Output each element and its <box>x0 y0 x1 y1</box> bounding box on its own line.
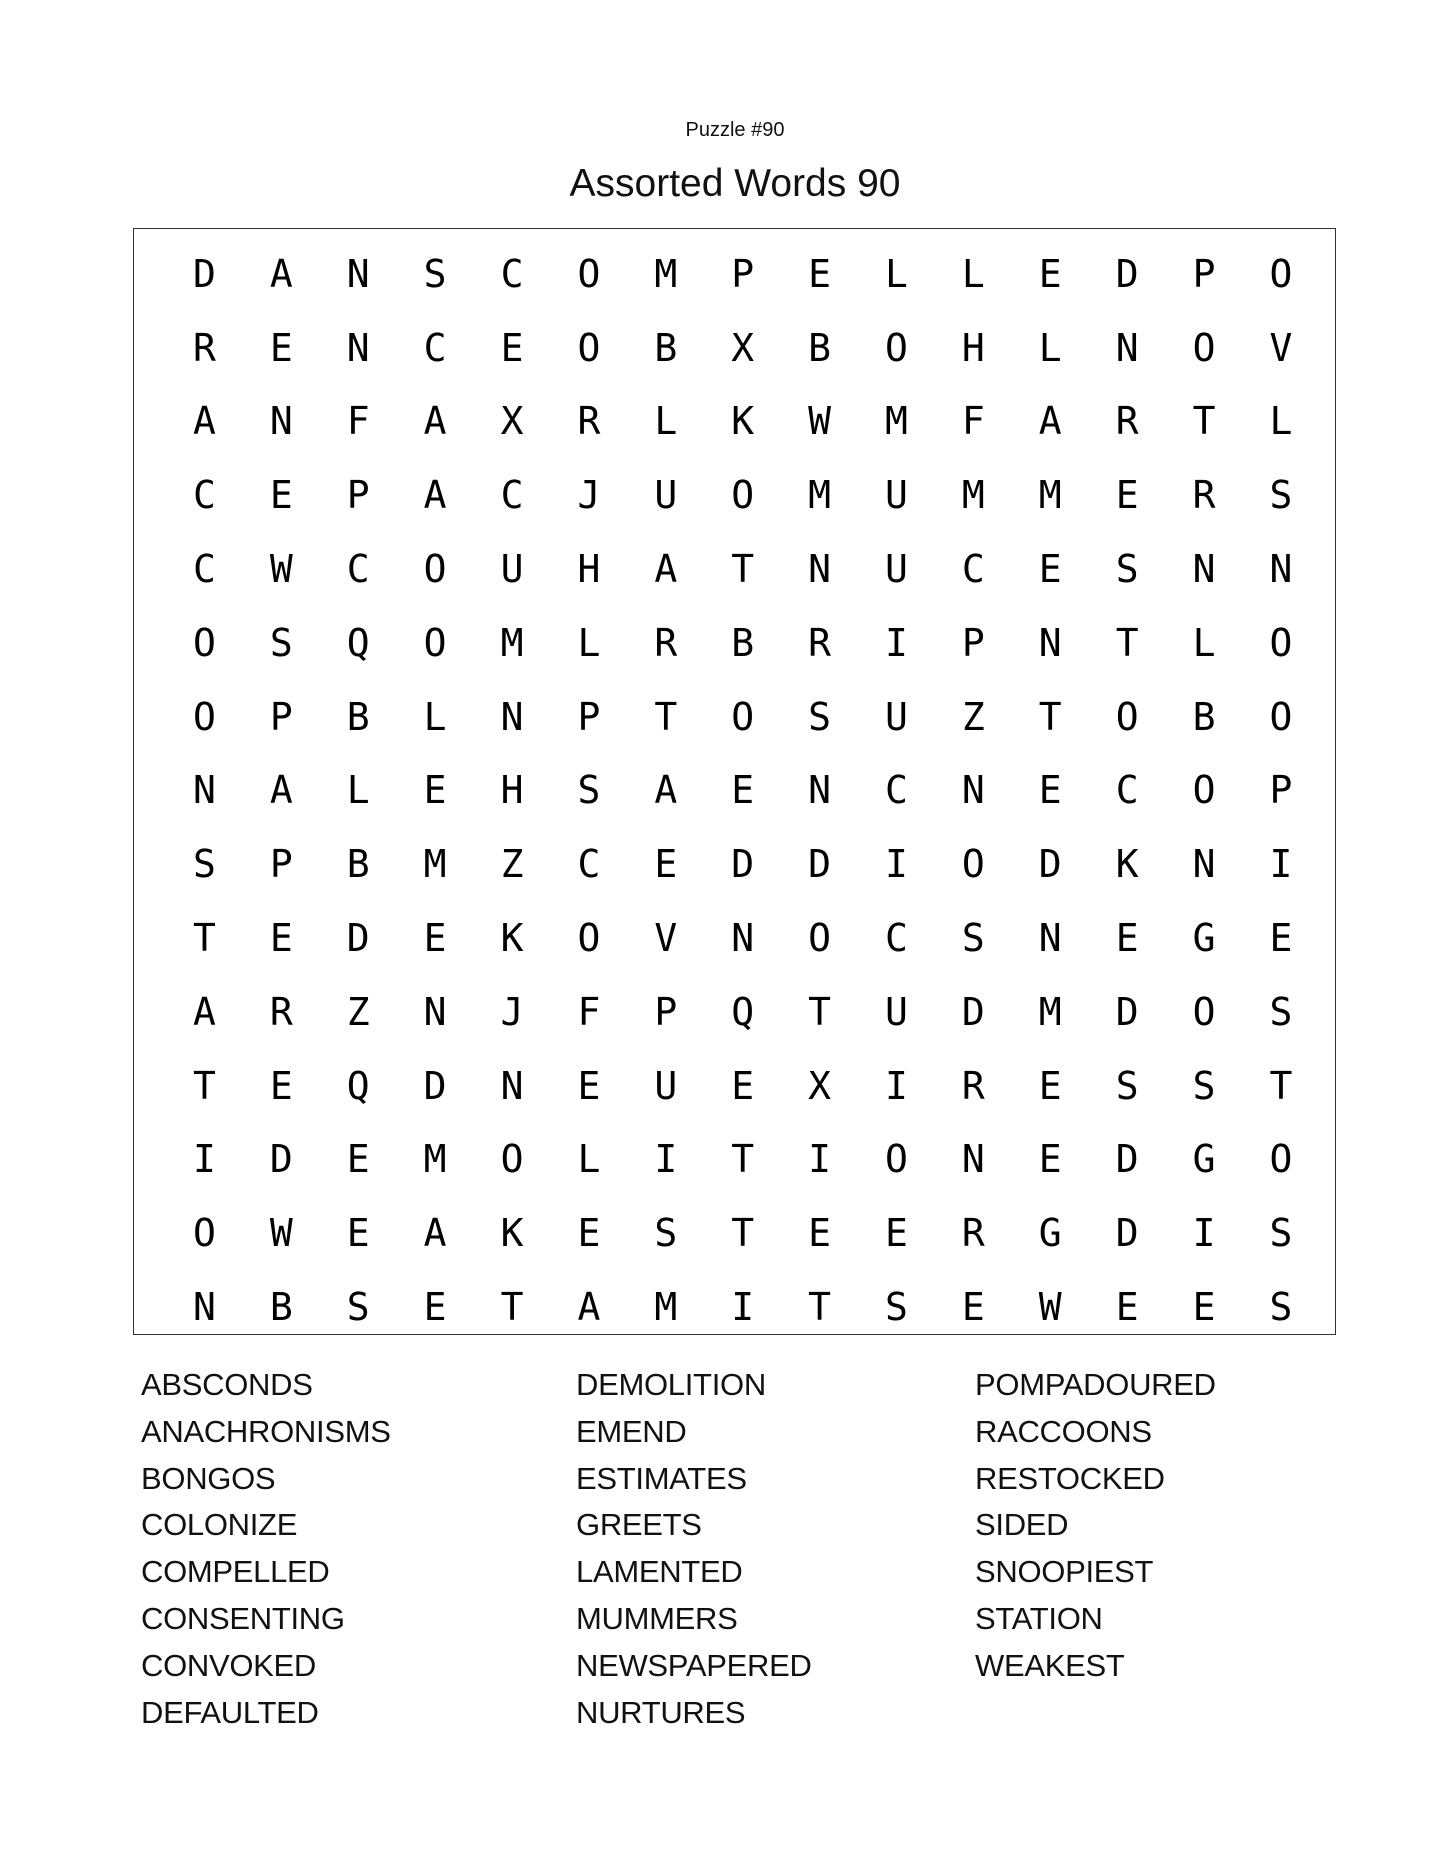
grid-cell[interactable]: L <box>1269 399 1293 444</box>
grid-cell[interactable]: E <box>577 1063 601 1108</box>
word-list-item: STATION <box>975 1600 1103 1636</box>
grid-cell[interactable]: W <box>808 399 832 444</box>
grid-cell[interactable]: E <box>1269 916 1293 961</box>
grid-cell[interactable]: Z <box>346 989 370 1034</box>
grid-cell[interactable]: A <box>654 547 678 592</box>
grid-cell[interactable]: U <box>885 473 908 518</box>
word-list-item: EMEND <box>576 1413 687 1449</box>
grid-cell[interactable]: D <box>346 916 370 961</box>
grid-cell[interactable]: B <box>654 325 678 370</box>
grid-cell[interactable]: Q <box>346 620 370 665</box>
grid-cell[interactable]: M <box>423 842 447 887</box>
grid-cell[interactable]: E <box>577 1211 601 1256</box>
grid-cell[interactable]: A <box>269 251 293 296</box>
grid-cell[interactable]: O <box>577 916 601 961</box>
grid-cell[interactable]: A <box>654 768 678 813</box>
grid-cell[interactable]: N <box>269 399 293 444</box>
grid-cell[interactable]: D <box>1115 1137 1139 1182</box>
grid-cell[interactable]: S <box>1115 1063 1139 1108</box>
grid-cell[interactable]: L <box>961 251 985 296</box>
grid-cell[interactable]: T <box>193 1063 216 1108</box>
grid-cell[interactable]: N <box>1269 547 1293 592</box>
grid-cell[interactable]: A <box>1038 399 1062 444</box>
grid-cell[interactable]: D <box>808 842 832 887</box>
grid-cell[interactable]: O <box>1269 694 1293 739</box>
grid-cell[interactable]: D <box>1115 251 1139 296</box>
grid-cell[interactable]: C <box>193 473 216 518</box>
grid-cell[interactable]: W <box>269 1211 293 1256</box>
grid-cell[interactable]: R <box>577 399 601 444</box>
grid-cell[interactable]: I <box>193 1137 216 1182</box>
grid-cell[interactable]: N <box>1192 547 1216 592</box>
grid-cell[interactable]: G <box>1192 916 1216 961</box>
puzzle-title: Assorted Words 90 <box>569 162 901 205</box>
grid-cell[interactable]: I <box>654 1137 678 1182</box>
grid-cell[interactable]: Z <box>961 694 985 739</box>
grid-cell[interactable]: L <box>654 399 678 444</box>
grid-cell[interactable]: E <box>1038 251 1062 296</box>
grid-cell[interactable]: I <box>808 1137 832 1182</box>
grid-cell[interactable]: N <box>423 989 447 1034</box>
grid-cell[interactable]: N <box>500 1063 524 1108</box>
grid-cell[interactable]: O <box>885 325 908 370</box>
grid-cell[interactable]: U <box>885 547 908 592</box>
word-list-item: DEMOLITION <box>576 1367 766 1402</box>
grid-cell[interactable]: T <box>731 547 755 592</box>
grid-cell[interactable]: E <box>1038 1063 1062 1108</box>
grid-cell[interactable]: T <box>1192 399 1216 444</box>
grid-cell[interactable]: F <box>577 989 601 1034</box>
grid-cell[interactable]: C <box>193 547 216 592</box>
grid-cell[interactable]: C <box>1115 768 1139 813</box>
grid-cell[interactable]: Z <box>500 842 524 887</box>
grid-cell[interactable]: N <box>808 547 832 592</box>
grid-cell[interactable]: R <box>961 1063 985 1108</box>
word-list-item: NURTURES <box>576 1694 746 1730</box>
grid-cell[interactable]: N <box>808 768 832 813</box>
grid-cell[interactable]: B <box>269 1285 293 1330</box>
grid-cell[interactable]: A <box>193 399 216 444</box>
grid-cell[interactable]: N <box>731 916 755 961</box>
word-list-item: COLONIZE <box>141 1507 298 1543</box>
grid-cell[interactable]: H <box>961 325 985 370</box>
grid-cell[interactable]: O <box>1269 251 1293 296</box>
grid-cell[interactable]: P <box>1269 768 1293 813</box>
grid-cell[interactable]: M <box>1038 473 1062 518</box>
grid-cell[interactable]: E <box>346 1137 370 1182</box>
grid-cell[interactable]: V <box>654 916 678 961</box>
grid-cell[interactable]: Q <box>346 1063 370 1108</box>
grid-cell[interactable]: N <box>1038 916 1062 961</box>
grid-cell[interactable]: O <box>423 547 447 592</box>
grid-cell[interactable]: P <box>961 620 985 665</box>
grid-cell[interactable]: E <box>423 916 447 961</box>
grid-cell[interactable]: P <box>731 251 755 296</box>
word-list-item: LAMENTED <box>576 1554 743 1590</box>
grid-cell[interactable]: I <box>1192 1211 1216 1256</box>
grid-cell[interactable]: L <box>885 251 908 296</box>
grid-cell[interactable]: N <box>1038 620 1062 665</box>
grid-cell[interactable]: B <box>731 620 755 665</box>
grid-cell[interactable]: C <box>500 251 524 296</box>
grid-cell[interactable]: B <box>346 694 370 739</box>
word-column-1 <box>141 1362 391 1736</box>
grid-cell[interactable]: E <box>269 473 293 518</box>
grid-cell[interactable]: T <box>808 989 832 1034</box>
grid-cell[interactable]: R <box>961 1211 985 1256</box>
word-list-item: POMPADOURED <box>975 1367 1216 1402</box>
grid-cell[interactable]: R <box>193 325 216 370</box>
grid-cell[interactable]: R <box>269 989 293 1034</box>
grid-cell[interactable]: T <box>1269 1063 1293 1108</box>
grid-cell[interactable]: S <box>1269 989 1293 1034</box>
grid-cell[interactable]: E <box>500 325 524 370</box>
grid-cell[interactable]: G <box>1192 1137 1216 1182</box>
grid-cell[interactable]: N <box>1192 842 1216 887</box>
grid-cell[interactable]: J <box>577 473 601 518</box>
grid-cell[interactable]: E <box>269 325 293 370</box>
grid-cell[interactable]: L <box>577 620 601 665</box>
grid-cell[interactable]: P <box>269 842 293 887</box>
grid-cell[interactable]: U <box>500 547 524 592</box>
word-column-2 <box>576 1362 812 1736</box>
grid-cell[interactable]: S <box>193 842 216 887</box>
grid-cell[interactable]: S <box>346 1285 370 1330</box>
grid-cell[interactable]: M <box>961 473 985 518</box>
grid-cell[interactable]: N <box>500 694 524 739</box>
word-list-item: DEFAULTED <box>141 1694 319 1730</box>
grid-cell[interactable]: L <box>346 768 370 813</box>
grid-cell[interactable]: M <box>500 620 524 665</box>
grid-cell[interactable]: C <box>423 325 447 370</box>
grid-cell[interactable]: A <box>423 473 447 518</box>
grid-cell[interactable]: W <box>269 547 293 592</box>
grid-cell[interactable]: I <box>1269 842 1293 887</box>
grid-cell[interactable]: E <box>269 1063 293 1108</box>
grid-cell[interactable]: C <box>500 473 524 518</box>
grid-cell[interactable]: O <box>1269 620 1293 665</box>
grid-cell[interactable]: O <box>193 694 216 739</box>
grid-cell[interactable]: E <box>1192 1285 1216 1330</box>
grid-cell[interactable]: E <box>346 1211 370 1256</box>
grid-cell[interactable]: D <box>731 842 755 887</box>
grid-cell[interactable]: P <box>269 694 293 739</box>
grid-cell[interactable]: L <box>1038 325 1062 370</box>
grid-cell[interactable]: A <box>269 768 293 813</box>
grid-cell[interactable]: R <box>1192 473 1216 518</box>
grid-cell[interactable]: S <box>1192 1063 1216 1108</box>
grid-cell[interactable]: T <box>731 1137 755 1182</box>
grid-cell[interactable]: T <box>193 916 216 961</box>
grid-cell[interactable]: K <box>731 399 755 444</box>
grid-cell[interactable]: S <box>1269 1285 1293 1330</box>
grid-cell[interactable]: M <box>885 399 908 444</box>
grid-cell[interactable]: N <box>193 1285 216 1330</box>
grid-cell[interactable]: O <box>1269 1137 1293 1182</box>
word-list-item: SNOOPIEST <box>975 1554 1154 1590</box>
word-list-item: RESTOCKED <box>975 1460 1165 1496</box>
grid-cell[interactable]: S <box>1269 1211 1293 1256</box>
grid-cell[interactable]: H <box>577 547 601 592</box>
grid-cell[interactable]: C <box>577 842 601 887</box>
grid-cell[interactable]: S <box>269 620 293 665</box>
grid-cell[interactable]: E <box>885 1211 908 1256</box>
grid-cell[interactable]: O <box>1192 325 1216 370</box>
grid-cell[interactable]: A <box>577 1285 601 1330</box>
grid-cell[interactable]: J <box>500 989 524 1034</box>
grid-cell[interactable]: L <box>577 1137 601 1182</box>
grid-cell[interactable]: M <box>423 1137 447 1182</box>
puzzle-number: Puzzle #90 <box>685 119 785 141</box>
grid-cell[interactable]: U <box>654 473 678 518</box>
grid-cell[interactable]: E <box>1038 1137 1062 1182</box>
grid-cell[interactable]: O <box>731 694 755 739</box>
grid-cell[interactable]: K <box>500 1211 524 1256</box>
grid-cell[interactable]: M <box>808 473 832 518</box>
grid-cell[interactable]: R <box>1115 399 1139 444</box>
grid-cell[interactable]: O <box>193 1211 216 1256</box>
grid-cell[interactable]: T <box>1115 620 1139 665</box>
grid-cell[interactable]: S <box>577 768 601 813</box>
word-list <box>0 1362 1445 1762</box>
word-list-item: NEWSPAPERED <box>576 1647 812 1683</box>
grid-cell[interactable]: P <box>654 989 678 1034</box>
grid-cell[interactable]: D <box>1038 842 1062 887</box>
grid-cell[interactable]: S <box>885 1285 908 1330</box>
grid-cell[interactable]: T <box>808 1285 832 1330</box>
grid-cell[interactable]: S <box>1115 547 1139 592</box>
grid-cell[interactable]: R <box>654 620 678 665</box>
word-list-item: ESTIMATES <box>576 1460 747 1496</box>
grid-cell[interactable]: S <box>961 916 985 961</box>
grid-cell[interactable]: F <box>961 399 985 444</box>
word-column-3 <box>975 1362 1216 1690</box>
grid-cell[interactable]: U <box>885 694 908 739</box>
grid-cell[interactable]: X <box>808 1063 832 1108</box>
grid-cell[interactable]: I <box>885 1063 908 1108</box>
word-list-item: CONSENTING <box>141 1600 345 1636</box>
grid-cell[interactable]: O <box>808 916 832 961</box>
grid-cell[interactable]: M <box>1038 989 1062 1034</box>
grid-cell[interactable]: A <box>423 399 447 444</box>
grid-cell[interactable]: I <box>885 620 908 665</box>
grid-cell[interactable]: V <box>1269 325 1293 370</box>
grid-cell[interactable]: E <box>731 768 755 813</box>
grid-cell[interactable]: E <box>269 916 293 961</box>
grid-cell[interactable]: E <box>1038 768 1062 813</box>
grid-cell[interactable]: F <box>346 399 370 444</box>
grid-cell[interactable]: E <box>1115 473 1139 518</box>
grid-cell[interactable]: O <box>193 620 216 665</box>
grid-cell[interactable]: C <box>885 768 908 813</box>
grid-cell[interactable]: E <box>1115 916 1139 961</box>
word-list-item: COMPELLED <box>141 1554 330 1590</box>
grid-cell[interactable]: O <box>1115 694 1139 739</box>
grid-cell[interactable]: L <box>1192 620 1216 665</box>
grid-cell[interactable]: O <box>423 620 447 665</box>
grid-cell[interactable]: I <box>885 842 908 887</box>
grid-cell[interactable]: S <box>423 251 447 296</box>
grid-cell[interactable]: U <box>654 1063 678 1108</box>
grid-cell[interactable]: E <box>1115 1285 1139 1330</box>
letter-grid <box>166 237 1318 1344</box>
grid-cell[interactable]: K <box>1115 842 1139 887</box>
grid-cell[interactable]: D <box>423 1063 447 1108</box>
grid-cell[interactable]: P <box>577 694 601 739</box>
grid-cell[interactable]: D <box>193 251 216 296</box>
grid-cell[interactable]: N <box>346 325 370 370</box>
word-list-item: SIDED <box>975 1507 1069 1543</box>
grid-cell[interactable]: N <box>193 768 216 813</box>
grid-cell[interactable]: C <box>885 916 908 961</box>
grid-cell[interactable]: O <box>577 251 601 296</box>
grid-cell[interactable]: T <box>1038 694 1062 739</box>
grid-cell[interactable]: Q <box>731 989 755 1034</box>
grid-cell[interactable]: X <box>500 399 524 444</box>
grid-cell[interactable]: E <box>808 251 832 296</box>
grid-cell[interactable]: O <box>577 325 601 370</box>
grid-cell[interactable]: O <box>961 842 985 887</box>
grid-cell[interactable]: N <box>1115 325 1139 370</box>
grid-cell[interactable]: T <box>731 1211 755 1256</box>
grid-cell[interactable]: O <box>885 1137 908 1182</box>
grid-cell[interactable]: W <box>1038 1285 1062 1330</box>
grid-cell[interactable]: E <box>731 1063 755 1108</box>
grid-cell[interactable]: H <box>500 768 524 813</box>
grid-cell[interactable]: P <box>1192 251 1216 296</box>
grid-cell[interactable]: D <box>269 1137 293 1182</box>
grid-cell[interactable]: D <box>961 989 985 1034</box>
grid-cell[interactable]: O <box>1192 989 1216 1034</box>
grid-cell[interactable]: E <box>654 842 678 887</box>
grid-cell[interactable]: T <box>654 694 678 739</box>
word-list-item: CONVOKED <box>141 1647 317 1683</box>
grid-cell[interactable]: C <box>346 547 370 592</box>
grid-cell[interactable]: L <box>423 694 447 739</box>
grid-cell[interactable]: D <box>1115 1211 1139 1256</box>
grid-cell[interactable]: S <box>808 694 832 739</box>
grid-cell[interactable]: R <box>808 620 832 665</box>
word-list-item: ANACHRONISMS <box>141 1413 391 1449</box>
grid-cell[interactable]: E <box>808 1211 832 1256</box>
grid-cell[interactable]: U <box>885 989 908 1034</box>
grid-cell[interactable]: M <box>654 251 678 296</box>
grid-cell[interactable]: O <box>500 1137 524 1182</box>
word-list-item: GREETS <box>576 1507 702 1543</box>
grid-cell[interactable]: B <box>808 325 832 370</box>
grid-cell[interactable]: B <box>1192 694 1216 739</box>
grid-cell[interactable]: P <box>346 473 370 518</box>
grid-cell[interactable]: T <box>500 1285 524 1330</box>
grid-cell[interactable]: N <box>961 768 985 813</box>
grid-cell[interactable]: B <box>346 842 370 887</box>
word-list-item: MUMMERS <box>576 1600 738 1636</box>
grid-cell[interactable]: X <box>731 325 755 370</box>
grid-cell[interactable]: G <box>1038 1211 1062 1256</box>
grid-cell[interactable]: O <box>731 473 755 518</box>
grid-cell[interactable]: D <box>1115 989 1139 1034</box>
grid-cell[interactable]: S <box>654 1211 678 1256</box>
word-list-item: RACCOONS <box>975 1413 1152 1449</box>
grid-cell[interactable]: I <box>731 1285 755 1330</box>
word-list-item: WEAKEST <box>975 1647 1125 1683</box>
grid-cell[interactable]: A <box>423 1211 447 1256</box>
grid-cell[interactable]: C <box>961 547 985 592</box>
grid-cell[interactable]: S <box>1269 473 1293 518</box>
grid-cell[interactable]: N <box>346 251 370 296</box>
word-list-item: ABSCONDS <box>141 1367 313 1402</box>
grid-cell[interactable]: K <box>500 916 524 961</box>
grid-cell[interactable]: A <box>193 989 216 1034</box>
grid-cell[interactable]: O <box>1192 768 1216 813</box>
grid-cell[interactable]: N <box>961 1137 985 1182</box>
grid-cell[interactable]: M <box>654 1285 678 1330</box>
grid-cell[interactable]: E <box>961 1285 985 1330</box>
grid-cell[interactable]: E <box>423 768 447 813</box>
grid-cell[interactable]: E <box>1038 547 1062 592</box>
word-list-item: BONGOS <box>141 1460 276 1496</box>
grid-cell[interactable]: E <box>423 1285 447 1330</box>
